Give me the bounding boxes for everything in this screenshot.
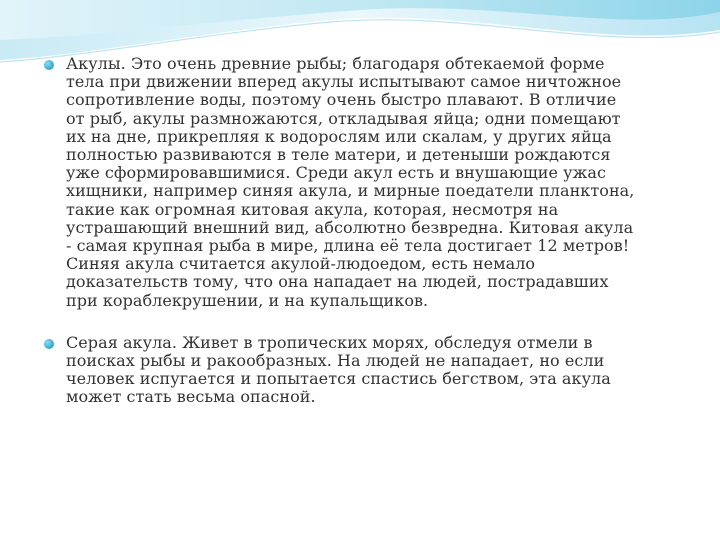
- paragraph-line: уже сформировавшимися. Среди акул есть и внушающие ужас: [66, 163, 606, 183]
- paragraph-line: тела при движении вперед акулы испытывают самое ничтожное: [66, 72, 622, 92]
- paragraph-line: Акулы. Это очень древние рыбы; благодаря обтекаемой форме: [66, 54, 605, 73]
- paragraph-line: при кораблекрушении, и на купальщиков.: [66, 290, 429, 310]
- paragraph-line: поисках рыбы и ракообразных. На людей не нападает, но если: [66, 351, 605, 371]
- paragraph-line: Синяя акула считается акулой-людоедом, есть немало: [66, 254, 536, 274]
- bullet-item: [44, 55, 684, 310]
- circle-bullet-icon: [44, 60, 54, 70]
- bullet-item: [44, 334, 684, 407]
- paragraph-line: человек испугается и попытается спастись бегством, эта акула: [66, 369, 611, 389]
- bullet-list: [44, 55, 684, 407]
- paragraph-line: доказательств тому, что она нападает на людей, пострадавших: [66, 272, 609, 292]
- paragraph-line: от рыб, акулы размножаются, откладывая яйца; одни помещают: [66, 108, 621, 128]
- paragraph-line: может стать весьма опасной.: [66, 387, 316, 407]
- paragraph-line: - самая крупная рыба в мире, длина её тела достигает 12 метров!: [66, 236, 630, 256]
- paragraph-line: устрашающий внешний вид, абсолютно безвредна. Китовая акула: [66, 217, 634, 237]
- paragraph-line: такие как огромная китовая акула, которая, несмотря на: [66, 199, 559, 219]
- paragraph-line: их на дне, прикрепляя к водорослям или скалам, у других яйца: [66, 126, 612, 146]
- circle-bullet-icon: [44, 339, 54, 349]
- paragraph-line: хищники, например синяя акула, и мирные поедатели планктона,: [66, 181, 635, 201]
- paragraph-line: Серая акула. Живет в тропических морях, обследуя отмели в: [66, 332, 593, 352]
- paragraph-line: сопротивление воды, поэтому очень быстро плавают. В отличие: [66, 90, 617, 110]
- paragraph-line: полностью развиваются в теле матери, и детеныши рождаются: [66, 145, 611, 165]
